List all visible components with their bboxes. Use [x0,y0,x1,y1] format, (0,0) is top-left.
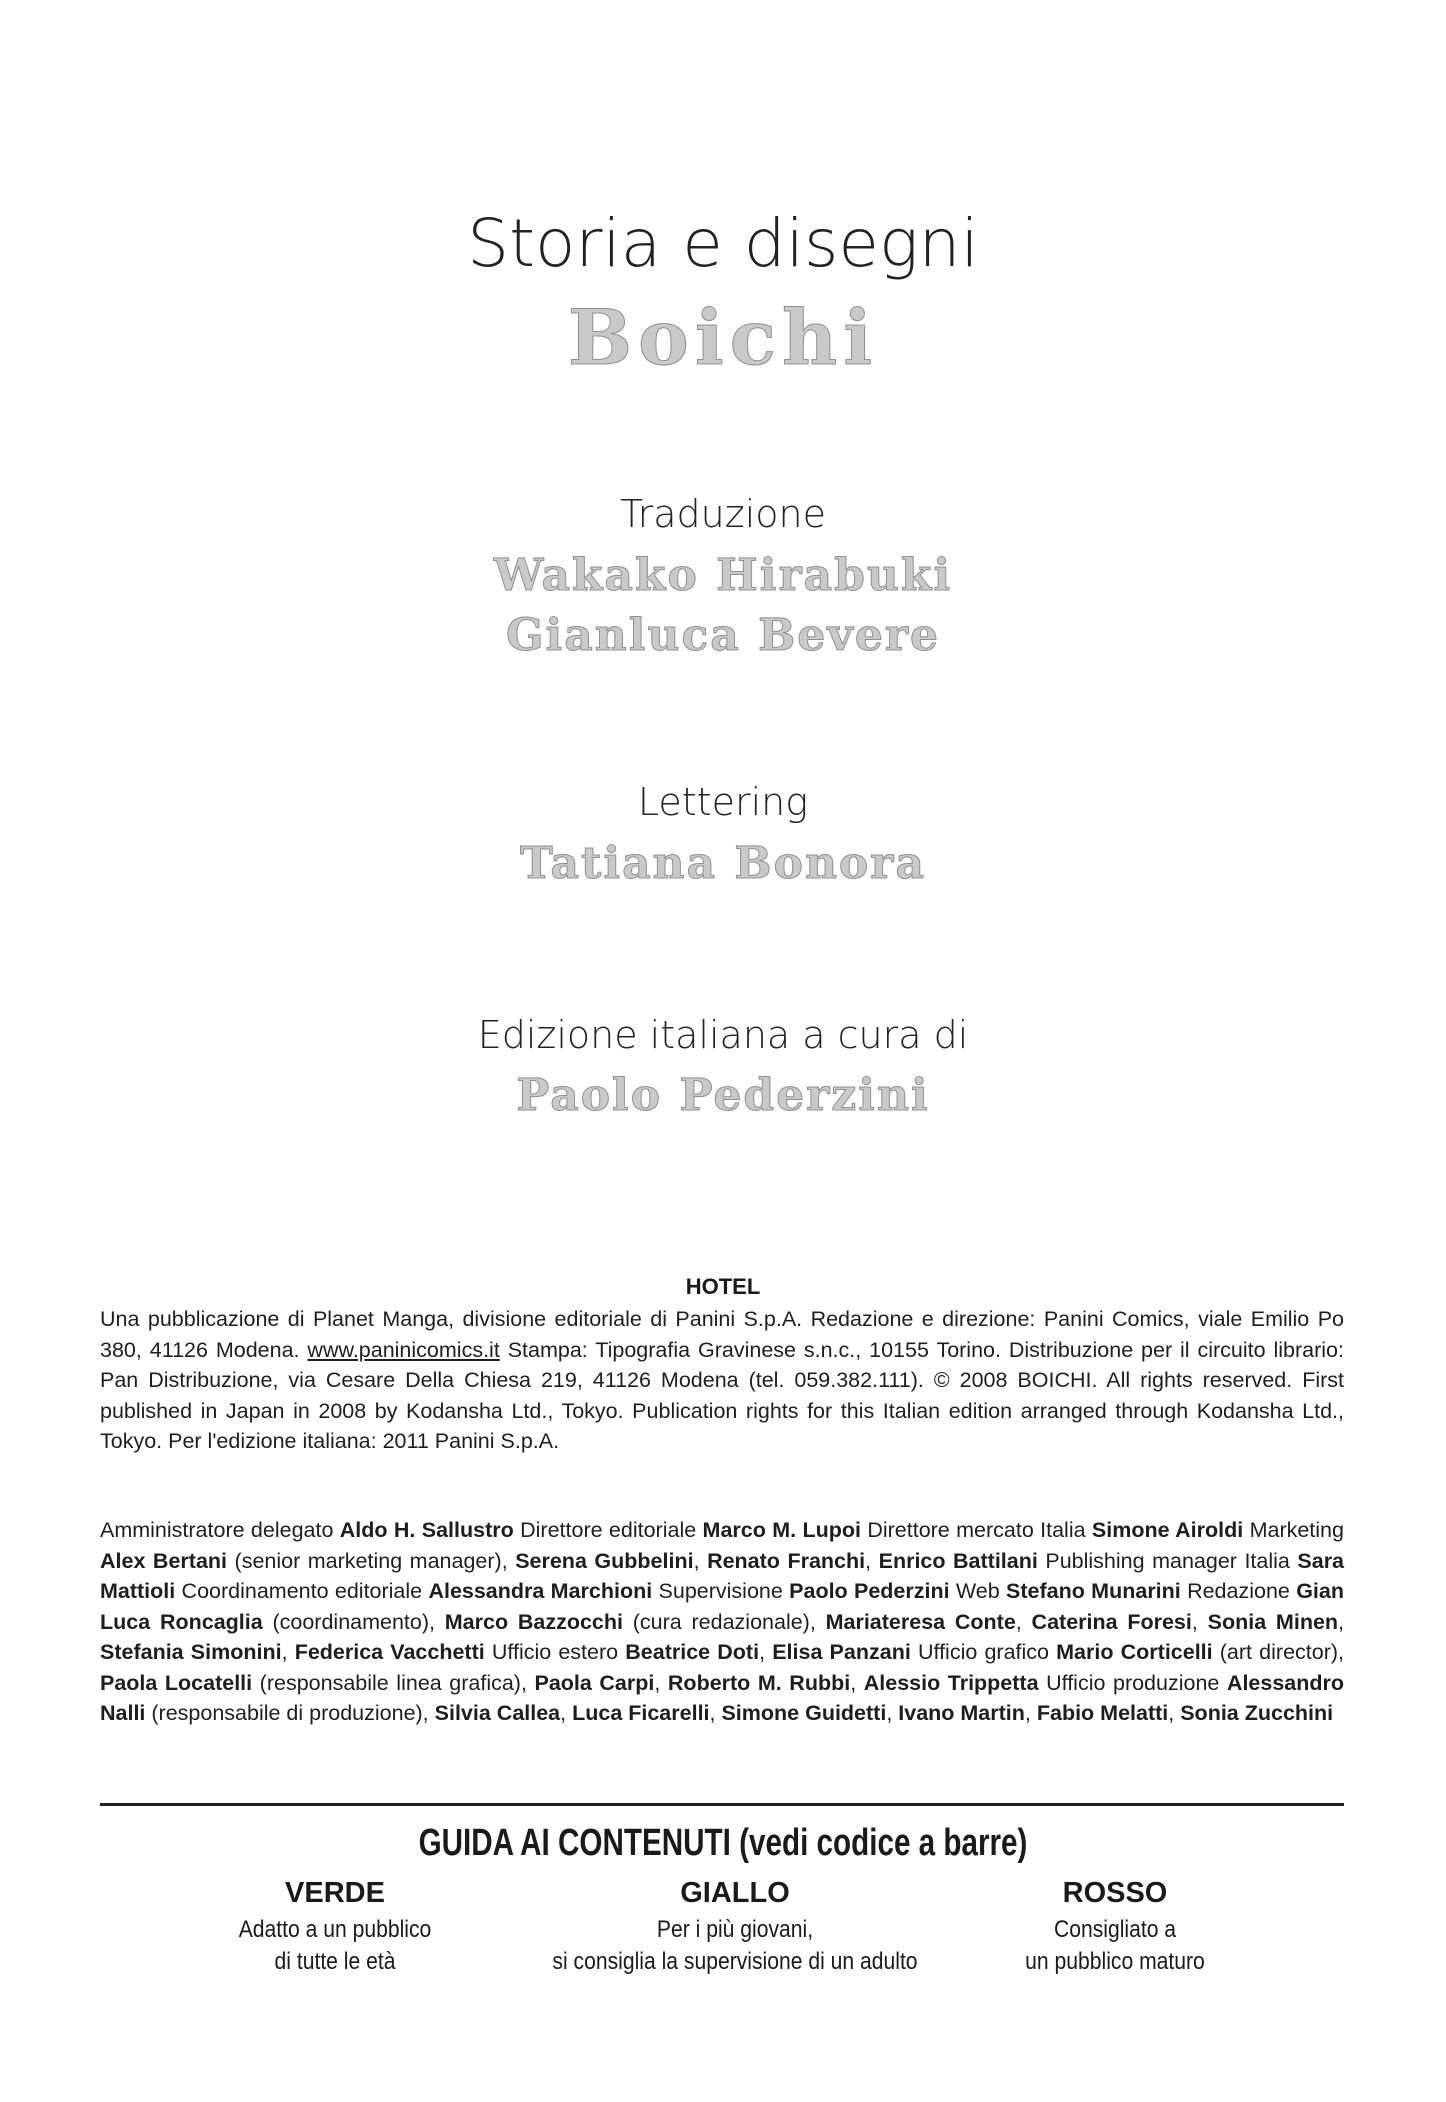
staff-role: Redazione [1180,1579,1297,1603]
edition-label: Edizione italiana a cura di [477,1013,969,1057]
staff-role: Supervisione [652,1579,790,1603]
staff-role: Coordinamento editoriale [175,1579,429,1603]
staff-name: Stefano Munarini [1006,1579,1181,1603]
staff-role: , [654,1670,668,1695]
staff-name: Sonia Minen [1207,1609,1339,1634]
staff-name: Stefania Simonini [100,1640,282,1664]
staff-role: , [1015,1609,1032,1634]
staff-name: Sonia Zucchini [1180,1701,1334,1725]
staff-name: Gian Luca Roncaglia [100,1579,1344,1634]
staff-role: (responsabile linea grafica), [252,1670,535,1695]
guide-rosso-line1: Consigliato a [1053,1916,1177,1943]
staff-credits [100,1515,1344,1729]
translation-label: Traduzione [620,492,826,536]
translator-name: Gianluca Bevere [505,610,941,661]
letterer-name: Tatiana Bonora [520,838,926,889]
staff-name: Alessandra Marchioni [428,1579,653,1603]
staff-role: (art director), [1212,1640,1344,1664]
staff-role: , [1168,1701,1181,1725]
guide-giallo-name: GIALLO [680,1877,790,1909]
content-guide-title: GUIDA AI CONTENUTI (vedi codice a barre) [418,1822,1028,1864]
guide-verde-line2: di tutte le età [274,1948,396,1975]
staff-name: Simone Guidetti [721,1701,887,1725]
guide-giallo [495,1877,975,1978]
guide-rosso-name: ROSSO [1062,1877,1168,1909]
publication-info [100,1304,1344,1457]
staff-role: Marketing [1243,1518,1344,1542]
staff-name: Caterina Foresi [1031,1609,1192,1634]
staff-role: , [886,1701,899,1725]
staff-role: , [759,1640,773,1664]
staff-role: Web [949,1579,1007,1603]
staff-role: , [1024,1701,1037,1725]
story-label: Storia e disegni [467,205,979,282]
staff-name: Mariateresa Conte [825,1609,1016,1634]
staff-role: , [1191,1609,1208,1634]
staff-role: , [693,1548,708,1573]
staff-name: Simone Airoldi [1091,1518,1244,1542]
publication-text: Stampa: Tipografia Gravinese s.n.c., 10155 Torino. Distribuzione per il circuito librario: Pan Distribuzione, via Cesare Della Chiesa 219, 41126 Modena (tel. 059.382.111). © 2008 BOICHI. All rights reserved. First published in Japan in 2008 by Kodansha Ltd., Tokyo. Publication rights for this Italian edition arranged through Kodansha Ltd., Tokyo. Per l'edizione italiana: 2011 Panini S.p.A. [100,1337,1344,1453]
staff-name: Alessio Trippetta [863,1670,1039,1695]
editor-name: Paolo Pederzini [516,1070,930,1121]
translator-name: Wakako Hirabuki [493,550,953,601]
publication-text: Una pubblicazione di Planet Manga, divisione editoriale di Panini S.p.A. Redazione e direzione: Panini Comics, viale Emilio Po 380, 41126 Modena. [100,1307,1344,1362]
staff-role: Ufficio estero [484,1640,626,1664]
guide-verde-line1: Adatto a un pubblico [238,1916,432,1943]
staff-role: , [1338,1609,1345,1634]
staff-name: Alex Bertani [100,1548,228,1573]
staff-name: Paola Locatelli [100,1670,253,1695]
staff-name: Silvia Callea [434,1701,561,1725]
staff-role: , [560,1701,573,1725]
staff-name: Ivano Martin [898,1701,1025,1725]
staff-role: Ufficio grafico [910,1640,1057,1664]
staff-name: Serena Gubbelini [515,1548,694,1573]
staff-name: Enrico Battilani [878,1548,1038,1573]
staff-name: Sara Mattioli [100,1548,1345,1603]
publication-title: HOTEL [685,1274,761,1299]
staff-name: Aldo H. Sallustro [339,1518,514,1542]
staff-role: , [865,1548,879,1573]
staff-name: Renato Franchi [707,1548,866,1573]
staff-name: Luca Ficarelli [572,1701,710,1725]
staff-name: Paolo Pederzini [789,1579,950,1603]
staff-name: Mario Corticelli [1056,1640,1213,1664]
staff-role: Ufficio produzione [1038,1670,1227,1695]
guide-giallo-line1: Per i più giovani, [656,1916,814,1943]
staff-name: Marco M. Lupoi [702,1518,861,1542]
staff-name: Roberto M. Rubbi [667,1670,851,1695]
staff-role: , [850,1670,864,1695]
staff-role: Direttore mercato Italia [860,1518,1092,1542]
guide-rosso [980,1877,1250,1978]
lettering-label: Lettering [637,780,809,824]
staff-name: Fabio Melatti [1036,1701,1169,1725]
staff-role: Publishing manager Italia [1037,1548,1298,1573]
staff-role: Amministratore delegato [100,1518,340,1542]
staff-role: Direttore editoriale [513,1518,703,1542]
staff-role: , [281,1640,295,1664]
staff-name: Beatrice Doti [625,1640,760,1664]
guide-rosso-line2: un pubblico maturo [1025,1948,1205,1975]
publisher-website-link[interactable]: www.paninicomics.it [307,1337,500,1362]
divider-rule [100,1803,1344,1806]
staff-role: (responsabile di produzione), [145,1701,435,1725]
staff-name: Paola Carpi [534,1670,655,1695]
staff-name: Elisa Panzani [772,1640,911,1664]
staff-role: , [709,1701,722,1725]
staff-role: (cura redazionale), [623,1609,826,1634]
guide-giallo-line2: si consiglia la supervisione di un adulto [552,1948,918,1975]
guide-verde [200,1877,470,1978]
guide-verde-name: VERDE [285,1877,385,1909]
staff-name: Alessandro Nalli [100,1670,1345,1725]
staff-role: (senior marketing manager), [227,1548,516,1573]
staff-name: Federica Vacchetti [294,1640,485,1664]
story-author-name: Boichi [567,293,879,382]
staff-name: Marco Bazzocchi [444,1609,623,1634]
staff-role: (coordinamento), [262,1609,445,1634]
